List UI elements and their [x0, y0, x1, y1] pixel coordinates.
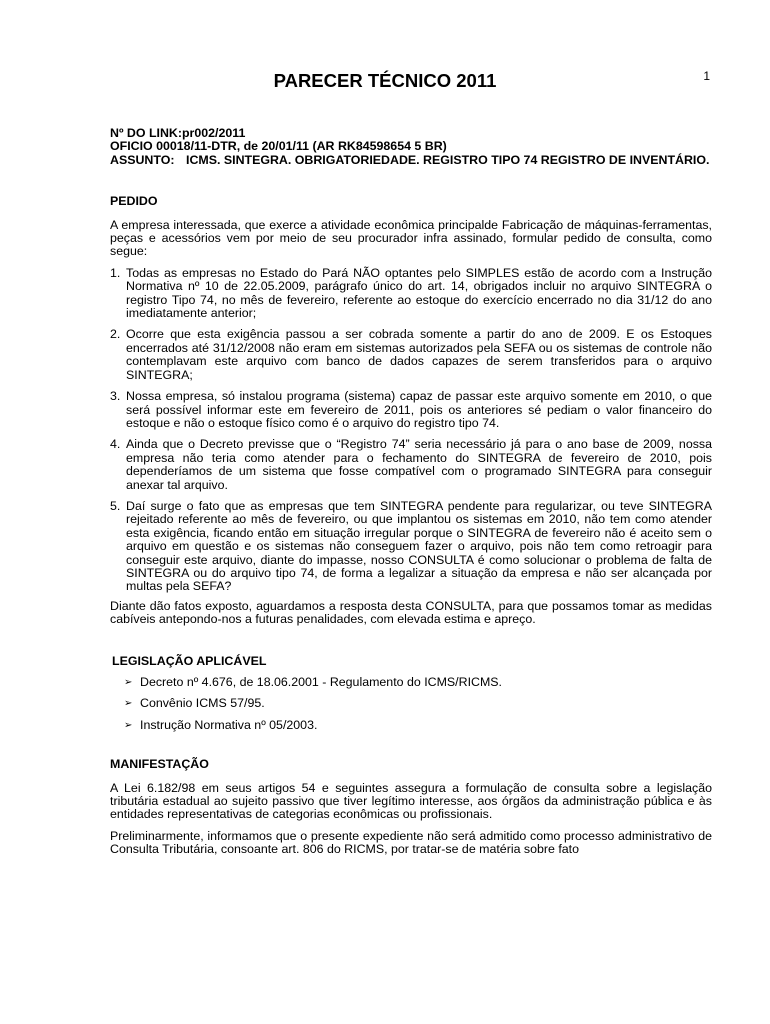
pedido-list — [110, 267, 712, 594]
pedido-intro: A empresa interessada, que exerce a atividade econômica principalde Fabricação de máquinas-ferramentas, peças e acessórios vem por meio de seu procurador infra assinado, formular pedido de consulta, como segue: — [110, 217, 712, 259]
page-title: PARECER TÉCNICO 2011 — [273, 70, 497, 91]
manifestacao-paragraph: Preliminarmente, informamos que o presente expediente não será admitido como processo administrativo de Consulta Tributária, consoante art. 806 do RICMS, por tratar-se de matéria sobre fato — [110, 828, 712, 857]
page-number: 1 — [703, 69, 710, 83]
list-item: 5. Daí surge o fato que as empresas que tem SINTEGRA pendente para regularizar, ou teve SINTEGRA rejeitado referente ao mês de fevereiro, ou que implantou os sistemas em 2010, não tem como atender esta exigência, ficando então em situação irregular porque o SINTEGRA de fevereiro não é aceito sem o arquivo em questão e os sistemas não conseguem fazer o arquivo, pois não tem como retroagir para conseguir este arquivo, diante do impasse, nosso CONSULTA é como solucionar o problema de falta de SINTEGRA ou do arquivo tipo 74, de forma a legalizar a situação da empresa e não ser alcançada por multas pela SEFA? — [110, 498, 712, 594]
manifestacao-paragraph: A Lei 6.182/98 em seus artigos 54 e seguintes assegura a formulação de consulta sobre a legislação tributária estadual ao sujeito passivo que tiver legítimo interesse, aos órgãos da administração pública e às entidades representativas de categorias econômicas ou profissionais. — [110, 780, 712, 822]
pedido-heading: PEDIDO — [110, 194, 158, 209]
list-item: 2. Ocorre que esta exigência passou a ser cobrada somente a partir do ano de 2009. E os Estoques encerrados até 31/12/2008 não eram em sistemas autorizados pela SEFA ou os sistemas de controle não contemplavam este arquivo com banco de dados capazes de serem transferidos para o arquivo SINTEGRA; — [110, 327, 712, 382]
oficio-line: OFICIO 00018/11-DTR, de 20/01/11 (AR RK84598654 5 BR) — [110, 139, 447, 154]
list-item: ➢ Decreto nº 4.676, de 18.06.2001 - Regulamento do ICMS/RICMS. — [124, 675, 502, 689]
list-item: 1. Todas as empresas no Estado do Pará NÃO optantes pelo SIMPLES estão de acordo com a Instrução Normativa nº 10 de 22.05.2009, parágrafo único do art. 14, obrigados incluir no arquivo SINTEGRA o registro Tipo 74, no mês de fevereiro, referente ao estoque do exercício encerrado no dia 31/12 do ano imediatamente anterior; — [110, 265, 712, 321]
assunto-label: ASSUNTO: — [110, 152, 175, 167]
arrow-bullet-icon: ➢ — [124, 677, 133, 688]
pedido-closing: Diante dão fatos exposto, aguardamos a resposta desta CONSULTA, para que possamos tomar as medidas cabíveis antepondo-nos a futuras penalidades, com elevada estima e apreço. — [110, 598, 712, 627]
document-body — [110, 127, 712, 857]
arrow-bullet-icon: ➢ — [124, 698, 133, 710]
list-item: 4. Ainda que o Decreto previsse que o “Registro 74” seria necessário já para o ano base de 2009, nossa empresa não teria como atender para o fechamento do SINTEGRA de fevereiro de 2010, pois dependeríamos de um sistema que fosse compatível com o programado SINTEGRA para conseguir anexar tal arquivo. — [110, 437, 712, 492]
assunto-line — [110, 154, 712, 167]
legislacao-heading: LEGISLAÇÃO APLICÁVEL — [112, 653, 267, 668]
list-item: 3. Nossa empresa, só instalou programa (sistema) capaz de passar este arquivo somente em 2010, o que será possível informar este em fevereiro de 2011, pois os anteriores sé pediam o valor financeiro do estoque e não o estoque físico como é o arquivo do registro tipo 74. — [110, 389, 712, 430]
list-item: ➢ Convênio ICMS 57/95. — [124, 696, 265, 711]
link-number: Nº DO LINK:pr002/2011 — [110, 126, 246, 140]
assunto-text: ICMS. SINTEGRA. OBRIGATORIEDADE. REGISTRO TIPO 74 REGISTRO DE INVENTÁRIO. — [186, 152, 710, 167]
manifestacao-heading: MANIFESTAÇÃO — [110, 757, 209, 772]
arrow-bullet-icon: ➢ — [124, 719, 133, 731]
list-item: ➢ Instrução Normativa nº 05/2003. — [124, 717, 318, 732]
legislacao-list — [110, 676, 712, 732]
